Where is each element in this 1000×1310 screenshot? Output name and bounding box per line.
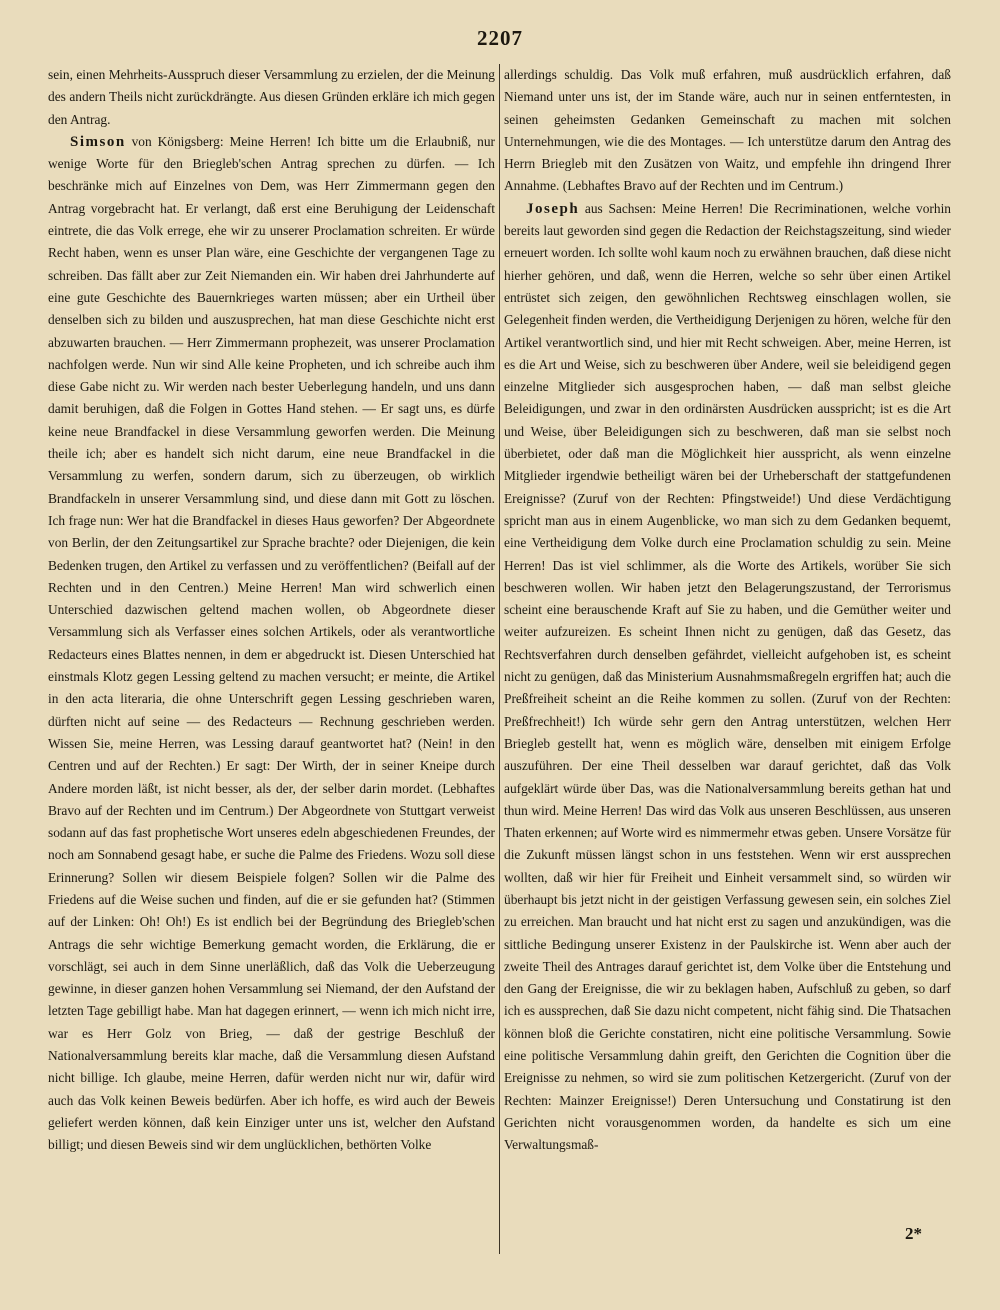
speaker-name: Joseph [526,200,580,217]
speaker-name: Simson [70,133,126,150]
signature-mark: 2* [905,1224,922,1243]
speech-text: von Königsberg: Meine Herren! Ich bitte um die Erlaubniß, nur wenige Worte für den Briegleb'schen Antrag sprechen zu dürfen. — Ich beschränke mich auf Einzelnes von Dem, was Herr Zimmermann gegen den Antrag vorgebracht hat. Er verlangt, daß erst eine Beruhigung der Leidenschaft eintrete, die das Volk errege, ehe wir zu unserer Proclamation schreiten. Er würde Recht haben, wenn es unser Plan wäre, eine Geschichte der vergangenen Tage zu schreiben. Das fällt aber zur Zeit Niemanden ein. Wir haben drei Jahrhunderte auf eine gute Geschichte des Bauernkrieges warten müssen; aber ein Urtheil über denselben sich zu bilden und auszusprechen, hat man diese Geschichte nicht erst abzuwarten brauchen. — Herr Zimmermann prophezeit, was unserer Proclamation nachfolgen werde. Nun wir sind Alle keine Propheten, und ich schreibe auch ihm diese Gabe nicht zu. Wir werden nach bester Ueberlegung handeln, und uns dann damit beruhigen, daß die Folgen in Gottes Hand stehen. — Er sagt uns, es dürfe keine neue Brandfackel in diese Versammlung geworfen werden. Die Meinung theile ich; aber es handelt sich nicht darum, eine neue Brandfackel in die Versammlung zu werfen, sondern darum, sich zu überzeugen, ob wirklich Brandfackeln in unserer Versammlung sind, und diese dann mit Gott zu löschen. Ich frage nun: Wer hat die Brandfackel in dieses Haus geworfen? Der Abgeordnete von Berlin, der den Zeitungsartikel zur Sprache brachte? oder Diejenigen, die kein Bedenken trugen, den Artikel zu verfassen und zu veröffentlichen? (Beifall auf der Rechten und in den Centren.) Meine Herren! Man wird schwerlich einen Unterschied dazwischen geltend machen wollen, ob Abgeordnete dieser Versammlung sich als Verfasser eines solchen Artikels, oder als verantwortliche Redacteurs eines Blattes nennen, in dem er abgedruckt ist. Diesen Unterschied hat einstmals Klotz gegen Lessing geltend zu machen versucht; er meinte, die Artikel in den acta literaria, die ohne Unterschrift gegen Lessing geschrieben waren, dürften nicht auf seine — des Redacteurs — Rechnung geschrieben werden. Wissen Sie, meine Herren, was Lessing darauf geantwortet hat? (Nein! in den Centren und auf der Rechten.) Er sagt: Der Wirth, der in seiner Kneipe durch Andere morden läßt, ist nicht besser, als der, der selber darin mordet. (Lebhaftes Bravo auf der Rechten und im Centrum.) Der Abgeordnete von Stuttgart verweist sodann auf das fast prophetische Wort unseres edeln abgeschiedenen Freundes, der noch am Sonnabend gesagt habe, er suche die Palme des Friedens. Wozu soll diese Erinnerung? Sollen wir diesem Beispiele folgen? Sollen wir die Palme des Friedens auf die Weise suchen und finden, auf die er sie gefunden hat? (Stimmen auf der Linken: Oh! Oh!) Es ist endlich bei der Begründung des Briegleb'schen Antrags die sehr wichtige Bemerkung gemacht worden, die Erklärung, die er vorschlägt, sei auch in dem Sinne unerläßlich, daß das Volk die Ueberzeugung gewinne, in dieser ganzen hohen Versammlung sei Niemand, der den Aufstand der letzten Tage gebilligt habe. Man hat dagegen erinnert, — wenn ich mich nicht irre, war es Herr Golz von Brieg, — daß der gestrige Beschluß der Nationalversammlung bereits klar mache, daß die Versammlung diesen Aufstand nicht billige. Ich glaube, meine Herren, dafür werden nicht nur wir, dafür wird auch das Volk keinen Beweis bedürfen. Aber ich hoffe, es wird auch der Beweis geliefert werden können, daß kein Einziger unter uns ist, welcher den Aufstand billigt; und diesen Beweis sind wir dem unglücklichen, bethörten Volke [48,133,495,1153]
right-paragraph-2 [504,198,951,1157]
left-column [48,64,495,1244]
column-divider [499,64,500,1254]
left-paragraph-2 [48,131,495,1157]
right-column [504,64,951,1244]
speech-text: aus Sachsen: Meine Herren! Die Recriminationen, welche vorhin bereits laut geworden sind gegen die Redaction der Reichstagszeitung, sind wieder erneuert worden. Ich sollte wohl kaum noch zu erwähnen brauchen, daß diese nicht hierher gehören, und daß, wenn die Herren, welche so sehr über einen Artikel entrüstet sich zeigen, den gewöhnlichen Rechtsweg einschlagen wollen, sie Gelegenheit finden werden, die Vertheidigung Derjenigen zu hören, welche für den Artikel verantwortlich sind, und hier mit Recht schweigen. Aber, meine Herren, ist es die Art und Weise, sich zu beschweren über Andere, weil sie beleidigend gegen einzelne Mitglieder sich ausgesprochen haben, — daß man selbst gleiche Beleidigungen, und zwar in den ordinärsten Ausdrücken ausspricht; ist es die Art und Weise, über Beleidigungen sich zu beschweren, daß man sie selbst noch überbietet, oder daß man die Möglichkeit hier ausspricht, als wenn einzelne Mitglieder irgendwie betheiligt wären bei der Urheberschaft der stattgefundenen Ereignisse? (Zuruf von der Rechten: Pfingstweide!) Und diese Verdächtigung spricht man aus in einem Augenblicke, wo man sich zu dem Gedanken bequemt, eine Vertheidigung dem Volke durch eine Proclamation schuldig zu sein. Meine Herren! Das ist viel schlimmer, als die Worte des Artikels, worüber Sie sich beschweren wollen. Wir haben jetzt den Belagerungszustand, der Terrorismus scheint eine berauschende Kraft auf Sie zu haben, und die Gemüther weiter und weiter aufzureizen. Es scheint Ihnen nicht zu genügen, daß das Gesetz, das Rechtsverfahren durch denselben gefährdet, vielleicht aufgehoben ist, es scheint nicht zu genügen, daß das Ministerium Ausnahmsmaßregeln ergriffen hat; auch die Preßfreiheit scheint an die Reihe kommen zu sollen. (Zuruf von der Rechten: Preßfrechheit!) Ich würde sehr gern den Antrag unterstützen, welchen Herr Briegleb gestellt hat, wenn es möglich wäre, denselben mit einigem Erfolge auszuführen. Der eine Theil desselben war darauf gerichtet, daß das Volk aufgeklärt würde über Das, was die Nationalversammlung bereits gethan hat und thun wird. Meine Herren! Das wird das Volk aus unseren Beschlüssen, aus unseren Thaten erkennen; auf Worte wird es nimmermehr etwas geben. Unsere Vorsätze für die Zukunft müssen längst schon in uns feststehen. Wenn wir erst aussprechen wollten, daß wir hier für Freiheit und Einheit versammelt sind, so würden wir überhaupt bis jetzt nicht in der geistigen Verfassung gewesen sein, ein solches Ziel zu erreichen. Man braucht und hat nicht erst zu sagen und anzukündigen, was die sittliche Bedingung unserer Existenz in der Paulskirche ist. Wenn aber auch der zweite Theil des Antrages darauf gerichtet ist, dem Volke über die Entstehung und den Gang der Ereignisse, die wir zu beklagen haben, Aufschluß zu geben, so darf ich es aussprechen, daß Sie dazu nicht competent, nicht fähig sind. Die Thatsachen können bloß die Gerichte constatiren, nicht eine politische Versammlung. Sowie eine politische Versammlung dahin greift, den Gerichten die Cognition über die Ereignisse zu nehmen, so wird sie zum politischen Ketzergericht. (Zuruf von der Rechten: Mainzer Ereignisse!) Deren Untersuchung und Constatirung ist den Gerichten nicht vorausgenommen worden, da handelte es sich um eine Verwaltungsmaß- [504,200,951,1153]
text-columns [48,64,952,1264]
page-number: 2207 [477,26,523,50]
right-paragraph-1: allerdings schuldig. Das Volk muß erfahren, muß ausdrücklich erfahren, daß Niemand unter uns ist, der im Stande wäre, auch nur in seinen entferntesten, in seinen geheimsten Gedanken Gemeinschaft zu machen mit solchen Unternehmungen, wie die des Montages. — Ich unterstütze darum den Antrag des Herrn Briegleb mit den Zusätzen von Waitz, und empfehle ihn dringend Ihrer Annahme. (Lebhaftes Bravo auf der Rechten und im Centrum.) [504,67,951,194]
left-paragraph-1: sein, einen Mehrheits-Ausspruch dieser Versammlung zu erzielen, der die Meinung des andern Theils nicht zurückdrängte. Aus diesen Gründen erkläre ich mich gegen den Antrag. [48,67,495,127]
